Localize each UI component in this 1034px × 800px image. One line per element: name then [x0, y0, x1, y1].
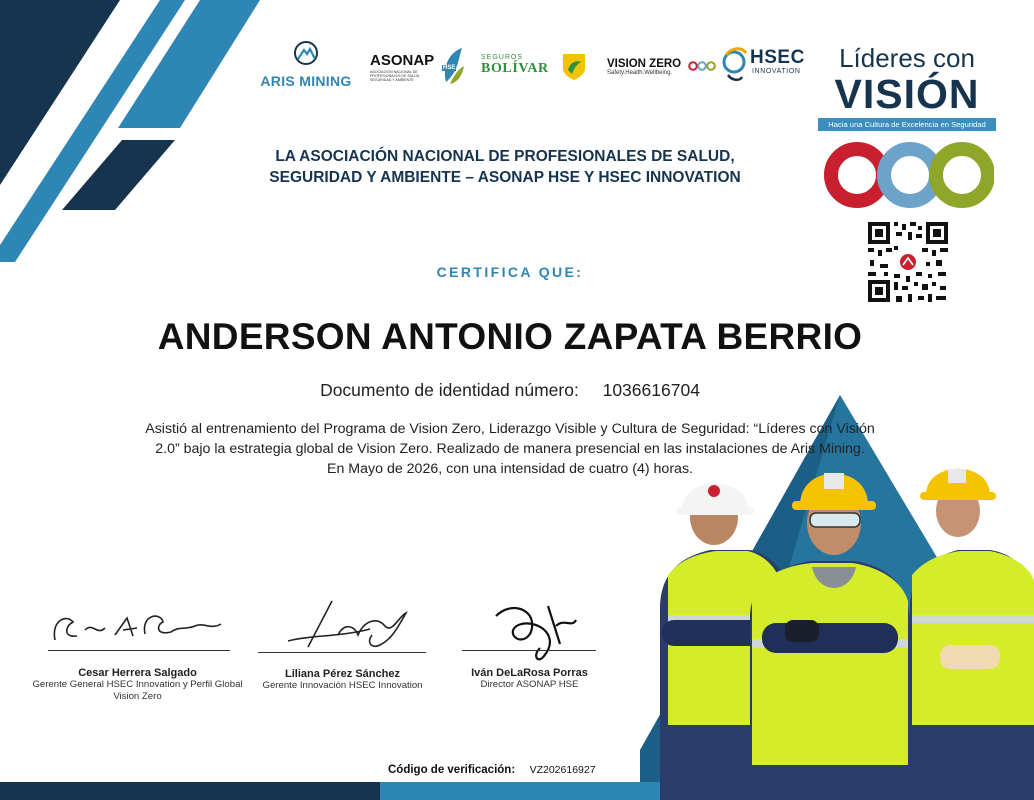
- aris-mountain-icon: [255, 40, 357, 68]
- hsec-logo-subtext: INNOVATION: [752, 68, 801, 75]
- workers-photo: [640, 455, 1034, 800]
- ring-red: [831, 149, 883, 201]
- signature-3-role: Director ASONAP HSE: [480, 679, 579, 690]
- organization-heading: LA ASOCIACIÓN NACIONAL DE PROFESIONALES DE SALUD, SEGURIDAD Y AMBIENTE – ASONAP HSE Y HSEC INNOVATION: [269, 148, 741, 186]
- signature-3-line: [462, 650, 596, 651]
- hsec-innovation-logo: [722, 45, 812, 85]
- verification-line: [388, 764, 596, 776]
- signature-2-line: [258, 652, 426, 653]
- asonap-hse-badge: HSE: [443, 65, 456, 71]
- worker-right: [910, 469, 1034, 800]
- aris-logo-text: ARIS MINING: [260, 73, 352, 89]
- hsec-globe-icon: [722, 45, 748, 83]
- signature-3-name: Iván DeLaRosa Porras: [471, 667, 588, 679]
- document-id-label: Documento de identidad número:: [320, 380, 579, 400]
- brand-line1: Líderes con: [839, 43, 975, 73]
- hsec-logo-text: HSEC: [750, 47, 805, 68]
- aris-mining-logo: [255, 40, 357, 89]
- vision-zero-rings-icon: [688, 60, 718, 72]
- signature-1-line: [48, 650, 230, 651]
- worker-center: [750, 473, 910, 800]
- document-id-line: [200, 380, 820, 401]
- recipient-name: ANDERSON ANTONIO ZAPATA BERRIO: [157, 316, 863, 357]
- vision-zero-logo: [607, 58, 717, 76]
- signature-1-name: Cesar Herrera Salgado: [78, 667, 197, 679]
- signature-2-name: Liliana Pérez Sánchez: [285, 668, 400, 680]
- vision-zero-text: VISION ZERO: [607, 58, 682, 70]
- brand-rings: [822, 140, 994, 210]
- asonap-logo: [370, 52, 466, 82]
- vision-zero-subtext: Safety.Health.Wellbeing.: [607, 70, 673, 76]
- verification-code: VZ202616927: [529, 764, 596, 776]
- lideres-vision-brand: [818, 44, 996, 131]
- ring-blue: [884, 149, 936, 201]
- signature-2-script: [280, 595, 420, 655]
- asonap-logo-text: ASONAP: [370, 52, 435, 69]
- signature-3-block: [452, 667, 607, 691]
- ring-green: [936, 149, 988, 201]
- signature-3-script: [490, 598, 580, 668]
- qr-code-icon: [866, 220, 950, 304]
- bottom-band-dark: [0, 782, 380, 800]
- verification-label: Código de verificación:: [388, 764, 516, 776]
- bolivar-logo-text: BOLÍVAR: [481, 61, 549, 76]
- brand-line2: VISIÓN: [834, 71, 980, 117]
- signature-2-role: Gerente Innovación HSEC Innovation: [262, 680, 423, 691]
- bolivar-emblem-icon: [559, 50, 589, 82]
- certifies-label: CERTIFICA QUE:: [436, 264, 584, 280]
- signature-2-block: [240, 668, 445, 692]
- document-id-number: 1036616704: [602, 380, 700, 400]
- seguros-bolivar-logo: [481, 54, 591, 77]
- bolivar-top-text: SEGUROS: [481, 54, 524, 61]
- signature-1-role: Gerente General HSEC Innovation y Perfil Global Vision Zero: [32, 679, 243, 702]
- brand-tagline: Hacia una Cultura de Excelencia en Seguridad: [818, 118, 996, 131]
- certificate-body: Asistió al entrenamiento del Programa de Vision Zero, Liderazgo Visible y Cultura de Seguridad: “Líderes con Visión 2.0” bajo la estrategia global de Vision Zero. Realizado de manera presencial en las instalaciones de Aris Mining. En Mayo de 2026, con una intensidad de cuatro (4) horas.: [145, 421, 875, 477]
- signature-1-script: [45, 600, 235, 650]
- asonap-logo-subtext: ASOCIACIÓN NACIONAL DE PROFESIONALES DE SALUD, SEGURIDAD Y AMBIENTE: [370, 70, 421, 82]
- signature-1-block: [30, 667, 245, 703]
